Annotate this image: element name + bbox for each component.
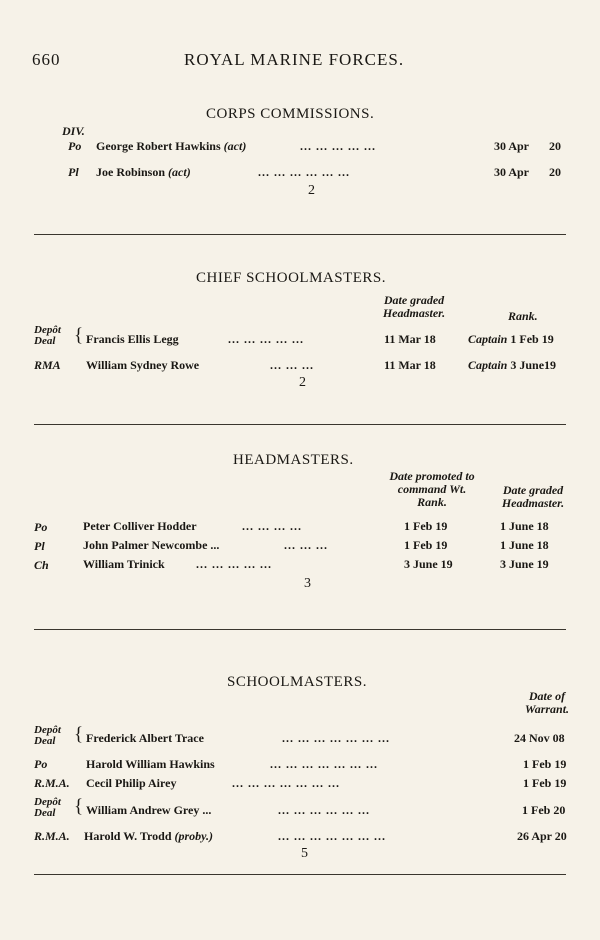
warrant-date: 1 Feb 19 (523, 757, 567, 771)
headmasters-title: HEADMASTERS. (233, 452, 354, 468)
dot-leader: ... ... ... ... ... (196, 557, 272, 571)
column-header-date-of-warrant: Date of Warrant. (524, 689, 570, 716)
page-number: 660 (32, 50, 61, 69)
promoted-date: 3 June 19 (404, 557, 453, 571)
dot-leader: ... ... ... ... ... ... ... (270, 757, 378, 771)
unit-label: RMA (34, 358, 61, 372)
running-title: ROYAL MARINE FORCES. (184, 50, 405, 69)
unit-label: Po (34, 757, 48, 771)
officer-name: Cecil Philip Airey (86, 776, 177, 790)
commission-date: 30 Apr (494, 139, 530, 153)
schoolmasters-title: SCHOOLMASTERS. (227, 674, 367, 690)
dot-leader: ... ... ... ... ... (228, 332, 304, 346)
unit-label: Po (34, 520, 48, 534)
column-header-date-graded: Date graded Headmaster. (382, 293, 446, 320)
warrant-date: 1 Feb 20 (522, 803, 566, 817)
unit-label: R.M.A. (34, 829, 70, 843)
dot-leader: ... ... ... ... ... ... ... (282, 731, 390, 745)
brace-glyph: { (74, 325, 84, 346)
section-count: 2 (299, 375, 306, 390)
division-label: DIV. (62, 124, 85, 138)
section-count: 2 (308, 183, 315, 198)
page-bottom-rule (34, 874, 566, 875)
section-divider (34, 629, 566, 630)
section-divider (34, 424, 566, 425)
officer-name: John Palmer Newcombe ... (83, 538, 220, 552)
graded-date: 1 June 18 (500, 519, 549, 533)
commission-year: 20 (549, 165, 561, 179)
officer-name: Peter Colliver Hodder (83, 519, 197, 533)
section-count: 5 (301, 846, 308, 861)
officer-name: William Trinick (83, 557, 165, 571)
officer-name: William Sydney Rowe (86, 358, 200, 372)
officer-name: George Robert Hawkins (act) (96, 139, 247, 153)
officer-name: Harold William Hawkins (86, 757, 215, 771)
unit-label: Pl (68, 165, 79, 179)
officer-name: Joe Robinson (act) (96, 165, 191, 179)
graded-date: 1 June 18 (500, 538, 549, 552)
column-header-rank: Rank. (508, 309, 538, 323)
dot-leader: ... ... ... (270, 358, 314, 372)
rank: Captain 3 June19 (468, 358, 557, 372)
brace-glyph: { (74, 796, 84, 817)
unit-label: Po (68, 139, 82, 153)
commission-year: 20 (549, 139, 561, 153)
dot-leader: ... ... ... ... ... ... ... (232, 776, 340, 790)
rank: Captain 1 Feb 19 (468, 332, 554, 346)
unit-label: Pl (34, 539, 45, 553)
officer-name: Francis Ellis Legg (86, 332, 179, 346)
warrant-date: 26 Apr 20 (517, 829, 567, 843)
graded-date: 11 Mar 18 (384, 332, 436, 346)
officer-name: Frederick Albert Trace (86, 731, 204, 745)
promoted-date: 1 Feb 19 (404, 519, 448, 533)
unit-label: Depôt Deal (34, 796, 61, 819)
unit-label: Ch (34, 558, 49, 572)
graded-date: 3 June 19 (500, 557, 549, 571)
chief-schoolmasters-title: CHIEF SCHOOLMASTERS. (196, 270, 387, 286)
unit-label: Depôt Deal (34, 324, 61, 347)
officer-name: Harold W. Trodd (proby.) (84, 829, 214, 843)
section-divider (34, 234, 566, 235)
dot-leader: ... ... ... ... ... ... (258, 165, 350, 179)
officer-name: William Andrew Grey ... (86, 803, 212, 817)
dot-leader: ... ... ... ... ... ... ... (278, 829, 386, 843)
brace-glyph: { (74, 724, 84, 745)
dot-leader: ... ... ... ... ... (300, 139, 376, 153)
unit-label: Depôt Deal (34, 724, 61, 747)
column-header-date-graded: Date graded Headmaster. (501, 483, 565, 510)
warrant-date: 1 Feb 19 (523, 776, 567, 790)
section-count: 3 (304, 576, 311, 591)
commission-date: 30 Apr (494, 165, 530, 179)
unit-label: R.M.A. (34, 776, 70, 790)
warrant-date: 24 Nov 08 (514, 731, 565, 745)
dot-leader: ... ... ... ... (242, 519, 302, 533)
dot-leader: ... ... ... ... ... ... (278, 803, 370, 817)
graded-date: 11 Mar 18 (384, 358, 436, 372)
column-header-date-promoted: Date promoted to command Wt. Rank. (389, 469, 475, 509)
corps-commissions-title: CORPS COMMISSIONS. (206, 106, 375, 122)
promoted-date: 1 Feb 19 (404, 538, 448, 552)
dot-leader: ... ... ... (284, 538, 328, 552)
